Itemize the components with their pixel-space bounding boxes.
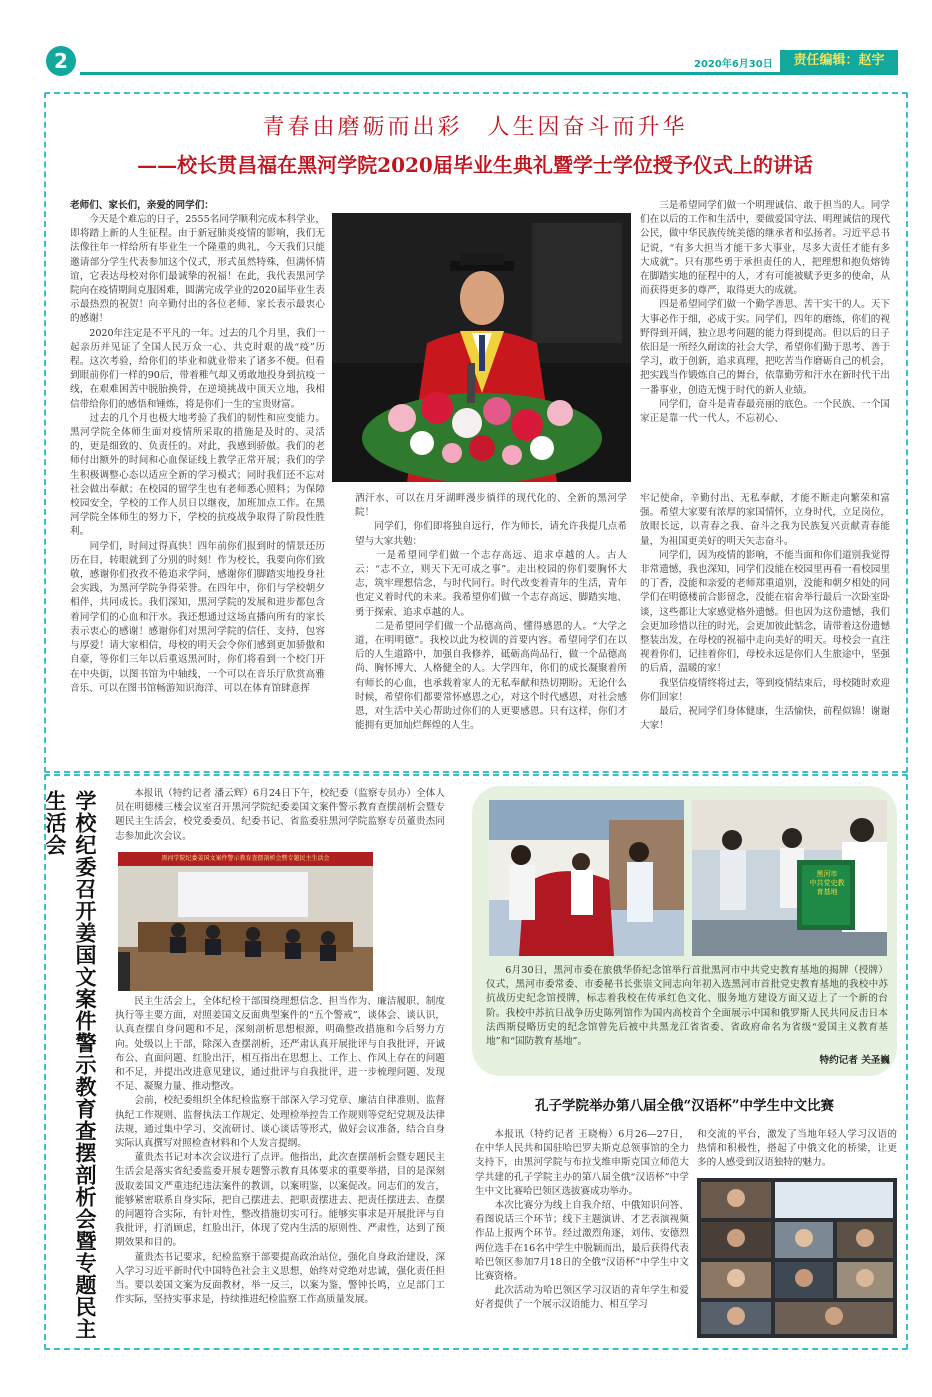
confucius-column-1: 本报讯（特约记者 王晓梅）6月26—27日，在中华人民共和国驻哈巴罗夫斯克总领事馆的全力支持下，由黑河学院与布拉戈维申斯克国立师范大学共建的孔子学院主办的第八届全俄“汉语杯”中学生中文比赛哈巴领区选拔赛成功举办。 本次比赛分为线上自我介绍、中俄知识问答、看图说话三个环节；线下主题演讲、才艺表演视频作品上报两个环节。经过激烈角逐，刘伟、安德烈两位选手在16名中学生中脱颖而出，最后获得代表哈巴领区参加7月18日的全俄“汉语杯”中学生中文比赛资格。 此次活动为哈巴领区学习汉语的青年学生和爱好者提供了一个展示汉语能力、相互学习 <box>475 1129 689 1311</box>
page-number: 2 <box>46 46 76 76</box>
speech-col3a-text: 三是希望同学们做一个明理诚信、敢于担当的人。同学们在以后的工作和生活中，要做爱国守法、明理诚信的现代公民，做中华民族传统美德的继承者和弘扬者。习近平总书记说，“有多大担当才能干多大事业，尽多大责任才能有多大成就”。只有那些勇于承担责任的人，把理想和抱负熔铸在脚踏实地的征程中的人，才有可能被赋予更多的使命，从而获得更多的尊严，取得更大的成就。 四是希望同学们做一个勤学善思、苦干实干的人。天下大事必作于细，必成于实。同学们，四年的磨练，你们的视野得到开阔，独立思考问题的能力得到提高。但以后的日子依旧是一所经久耐读的社会大学，希望你们勤于思考、善于学习，敢于创新，追求真理，把吃苦当作磨砺自己的机会，把实践当作锻炼自己的舞台，依靠勤劳和汗水在新时代干出一番事业，创造无愧于时代的新人业绩。 同学们，奋斗是青春最亮丽的底色。一个民族、一个国家正是靠一代一代人，不忘初心、 <box>640 200 890 425</box>
confucius-article-title: 孔子学院举办第八届全俄“汉语杯”中学生中文比赛 <box>534 1098 835 1114</box>
speech-title: 青春由磨砺而出彩 人生因奋斗而升华 <box>262 115 688 140</box>
plaque-handover-image <box>692 800 887 956</box>
speech-salutation: 老师们、家长们，亲爱的同学们： <box>70 200 214 211</box>
plaque-photo <box>692 800 887 956</box>
principal-speech-image <box>332 213 631 482</box>
meeting-photo <box>118 852 373 991</box>
confucius-column-2: 和交流的平台，激发了当地年轻人学习汉语的热情和积极性，搭起了中俄文化的桥梁，让更多的人感受到汉语独特的魅力。 <box>697 1129 897 1169</box>
speech-col3b-text: 牢记使命，辛勤付出、无私奉献，才能不断走向繁荣和富强。希望大家要有浓厚的家国情怀，立身时代，立足岗位，放眼长远，以青春之我、奋斗之我为民族复兴贡献青春能量，为祖国更美好的明天矢志奋斗。 同学们，因为疫情的影响，不能当面和你们道别我觉得非常遗憾，我也深知，同学们没能在校园里再看一看校园里的丁香，没能和亲爱的老师郑重道别，没能和朝夕相处的同学们在明德楼前合影留念，没能在宿舍举行最后一次卧室卧谈，这些都让大家感觉格外遗憾。但也因为这份遗憾，我们会更加珍惜以往的时光，会更加彼此惦念，请带着这份遗憾整装出发，在母校的祝福中走向美好的明天。母校会一直注视着你们，记挂着你们，母校永远是你们人生旅途中，坚强的后盾，温暖的家！ 我坚信疫情终将过去，等到疫情结束后，母校随时欢迎你们回家！ 最后，祝同学们身体健康，生活愉快，前程似锦！谢谢大家！ <box>640 493 890 732</box>
editor-credit: 责任编辑：赵宇 <box>780 50 898 72</box>
speech-column-3a <box>640 199 890 491</box>
speech-column-2 <box>355 492 627 762</box>
speech-subtitle: ——校长贯昌福在黑河学院2020届毕业生典礼暨学士学位授予仪式上的讲话 <box>137 153 813 177</box>
issue-date: 2020年6月30日 <box>694 59 773 70</box>
speech-column-3b <box>640 492 890 762</box>
meeting-banner-text: 黑河学院纪委姜国文案件警示教育查摆剖析会暨专题民主生活会 <box>161 855 330 862</box>
plaque-line-2: 中共党史教育基地 <box>809 879 845 896</box>
discipline-body: 民主生活会上，全体纪检干部围绕理想信念、担当作为、廉洁履职、制度执行等主要方面，对照姜国文反面典型案件的“五个警戒”，谈体会、谈认识，认真查摆自身问题和不足，深刻剖析思想根源，明确整改措施和今后努力方向。处级以上干部，除深入查摆剖析，还严肃认真开展批评与自我批评，开诚布公、直面问题、红脸出汗，相互指出在思想上、工作上、作风上存在的问题和不足，并提出改进意见建议，通过批评与自我批评，进一步梳理问题、发现不足、凝聚力量、推动整改。 会前，校纪委组织全体纪检监察干部深入学习党章、廉洁自律准则、监督执纪工作规则、监督执法工作规定、处理检举控告工作规则等党纪党规及法律法规，通过集中学习、交流研讨、谈心谈话等形式，做好会议准备，结合自身实际认真撰写对照检查材料和个人发言提纲。 董贵杰书记对本次会议进行了点评。他指出，此次查摆剖析会暨专题民主生活会是落实省纪委监委开展专题警示教育具体要求的重要举措，目的是深刻汲取姜国文严重违纪违法案件的教训，以案明鉴，以案促改。同志们的发言，能够紧密联系自身实际，把自己摆进去、把职责摆进去、把责任摆进去、查摆的问题符合实际，有针对性，整改措施切实可行。能够实事求是开展批评与自我批评，打消顾虑，红脸出汗，体现了党内生活的原则性、严肃性，达到了预期效果和目的。 董贵杰书记要求，纪检监察干部要提高政治站位，强化自身政治建设，深入学习习近平新时代中国特色社会主义思想，始终对党绝对忠诚，强化责任担当。要以姜国文案为反面教材，举一反三，以案为鉴，警钟长鸣，立足部门工作实际，坚持实事求是，持续推进纪检监察工作高质量发展。 <box>115 996 445 1306</box>
unveiling-photo <box>489 800 684 956</box>
discipline-article-title: 学校纪委召开姜国文案件警示教育查摆剖析会暨专题民主生活会 <box>43 790 98 1340</box>
base-article-body: 6月30日，黑河市委在旅俄华侨纪念馆举行首批黑河市中共党史教育基地的揭牌（授牌）仪式，黑河市委常委、市委秘书长张崇文同志向年初入选黑河市首批党史教育基地的我校中苏抗战历史纪念馆授牌，标志着我校在传承红色文化、服务地方建设方面又迈上了一个新的台阶。我校中苏抗日战争历史陈列馆作为国内高校首个全面展示中国和俄罗斯人民共同反击日本法西斯侵略历史的纪念馆曾先后被中共黑龙江省省委、省政府命名为省级“爱国主义教育基地”和“国防教育基地”。 <box>486 965 888 1048</box>
online-competition-image <box>697 1178 897 1338</box>
plaque-line-1: 黑河市 <box>816 870 838 878</box>
discipline-intro: 本报讯（特约记者 潘云辉）6月24日下午，校纪委（监察专员办）全体人员在明德楼三楼会议室召开黑河学院纪委姜国文案件警示教育查摆剖析会暨专题民主生活会，校党委委员、纪委书记、省监委驻黑河学院监察专员董贵杰同志参加此次会议。 <box>115 788 445 842</box>
unveiling-ceremony-image <box>489 800 684 956</box>
speech-col1-text: 今天是个难忘的日子，2555名同学顺利完成本科学业，即将踏上新的人生征程。由于新冠肺炎疫情的影响，我们无法像往年一样给所有毕业生一个隆重的典礼，今天我们只能邀请部分学生代表参加这个仪式，形式虽然特殊，但满怀情谊，它表达母校对你们最诚挚的祝福！在此，我代表黑河学院向在疫情期间克服困难，圆满完成学业的2020届毕业生表示最热烈的祝贺！向辛勤付出的各位老师、家长表示最衷心的感谢！ 2020年注定是不平凡的一年。过去的几个月里，我们一起亲历并见证了全国人民万众一心、共克时艰的战“疫”历程。这次考验，给你们的毕业和就业带来了诸多不便。但看到眼前你们一样的90后，带着稚气却又勇敢地投身到抗疫一线，在艰难困苦中脱胎换骨，在逆境挑战中顶天立地，我相信带给你们的感悟和锤炼，将是你们一生的宝贵财富。 过去的几个月也极大地考验了我们的韧性和应变能力。黑河学院全体师生面对疫情所采取的措施是及时的、灵活的，更是细致的、负责任的。对此，我感到骄傲。我们的老师付出额外的时间和心血保证线上教学正常开展；我们的学生积极调整心态以适应全新的学习模式；同时我们还不忘对社会做出奉献；在校园的留学生也有老师悉心照料；为保障校园安全，学校的工作人员日以继夜，加班加点工作。在黑河学院全体师生的努力下，学校的抗疫战争取得了阶段性胜利。 同学们，时间过得真快！四年前你们报到时的情景还历历在目，转眼就到了分别的时刻！作为校长，我要向你们致敬，感谢你们孜孜不倦追求学问，感谢你们脚踏实地投身社会实践，为黑河学院争得荣誉。在四年中，你们与学校朝夕相伴，共同成长。我们深知，黑河学院的发展和进步都包含着同学们的心血和汗水。我还想通过这场直播向所有的家长表示衷心的感谢！感谢你们对黑河学院的信任、支持，包容与厚爱！请大家相信，母校的明天会令你们感到更加骄傲和自豪，等你们三年以后重返黑河时，你们将看到一个校门开在中央街，以图书馆为中轴线，一个可以在音乐厅欣赏高雅音乐、可以在图书馆畅游知识海洋、可以在体育馆肆意挥 <box>70 214 325 694</box>
speech-col2-text: 洒汗水、可以在月牙湖畔漫步徜徉的现代化的、全新的黑河学院！ 同学们，你们即将独自远行，作为师长，请允许我提几点希望与大家共勉： 一是希望同学们做一个志存高远、追求卓越的人。古人云：“志不立，则天下无可成之事”。走出校园的你们要胸怀大志，筑牢理想信念，与时代同行。时代改变着青年的生活，青年也定义着时代的未来。我希望你们做一个志存高远、脚踏实地、勇于探索、追求卓越的人。 二是希望同学们做一个品德高尚、懂得感恩的人。“大学之道，在明明德”。我校以此为校训的首要内容。希望同学们在以后的人生道路中，加强自我修养，砥砺高尚品行，做一个品德高尚、胸怀博大、人格健全的人。大学四年，你们的成长凝聚着所有师长的心血，也承载着家人的无私奉献和热切期盼。无论什么时候，希望你们都要常怀感恩之心，对这个时代感恩，对社会感恩，对生活中关心帮助过你们的人更要感恩。只有这样，你们才能拥有更加灿烂辉煌的人生。 <box>355 493 627 732</box>
plaque-label <box>807 870 847 897</box>
principal-photo <box>332 213 631 482</box>
base-article-byline: 特约记者 关圣巍 <box>819 1055 890 1066</box>
speech-column-1 <box>70 213 325 758</box>
meeting-room-image <box>118 852 373 991</box>
video-call-screenshot <box>697 1178 897 1338</box>
